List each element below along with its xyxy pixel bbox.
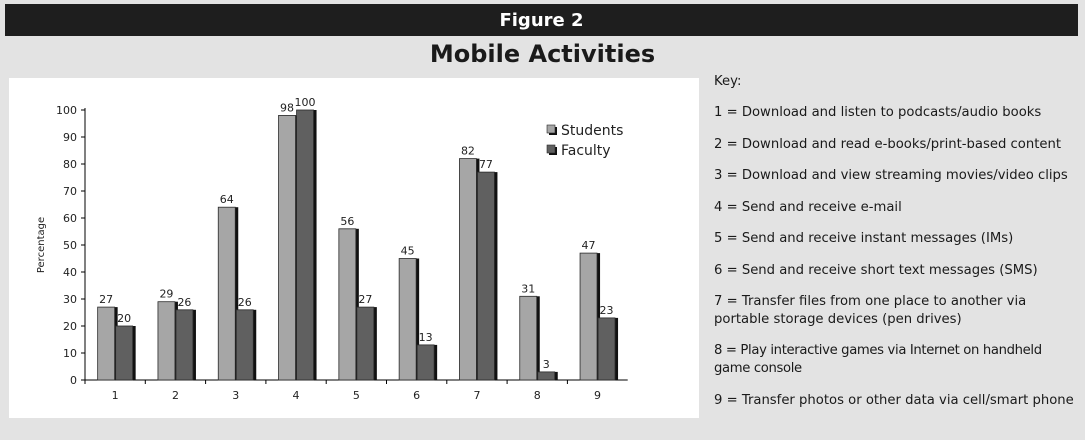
data-label: 47	[581, 239, 596, 253]
bar-students-2	[158, 302, 175, 380]
x-tick-label: 5	[352, 389, 360, 402]
y-tick-label: 30	[63, 293, 77, 306]
x-tick-label: 2	[171, 389, 179, 402]
key-item-8: 8 = Play interactive games via Internet on handheld game console	[714, 343, 1042, 376]
data-label: 20	[117, 312, 132, 325]
bar-faculty-9	[598, 318, 615, 380]
data-label: 45	[400, 244, 415, 258]
x-tick-label: 1	[111, 389, 119, 402]
data-label: 26	[177, 295, 192, 309]
y-tick-label: 0	[70, 374, 77, 387]
x-tick-label: 4	[292, 389, 300, 402]
y-tick-label: 70	[63, 185, 77, 198]
legend-label-students: Students	[561, 123, 624, 139]
bar-faculty-7	[477, 172, 494, 380]
legend-swatch-students	[547, 125, 555, 133]
data-label: 23	[599, 303, 614, 317]
key-item-6: 6 = Send and receive short text messages (SMS)	[714, 263, 1038, 278]
bar-students-1	[98, 307, 115, 380]
bar-students-9	[580, 253, 597, 380]
legend-label-faculty: Faculty	[561, 143, 611, 159]
chart-title: Mobile Activities	[429, 40, 656, 68]
key-item-2: 2 = Download and read e-books/print-based content	[714, 137, 1062, 152]
y-tick-label: 60	[63, 212, 77, 225]
data-label: 29	[159, 287, 174, 301]
x-tick-label: 7	[473, 389, 481, 402]
data-label: 27	[358, 293, 373, 307]
legend-swatch-faculty	[547, 145, 555, 153]
bar-students-3	[218, 207, 235, 380]
bar-students-6	[399, 259, 416, 381]
data-label: 56	[340, 214, 355, 228]
bar-faculty-5	[357, 307, 374, 380]
data-label: 98	[280, 101, 295, 115]
bar-students-7	[459, 159, 476, 380]
key-item-1: 1 = Download and listen to podcasts/audio books	[714, 105, 1042, 120]
data-label: 77	[478, 158, 493, 172]
x-tick-label: 9	[594, 389, 602, 402]
bar-faculty-6	[417, 345, 434, 380]
data-label: 31	[521, 282, 536, 296]
x-tick-label: 6	[413, 389, 421, 402]
data-label: 27	[99, 293, 114, 307]
key-item-7: 7 = Transfer files from one place to another via portable storage devices (pen drives)	[714, 294, 1027, 327]
y-tick-label: 20	[63, 320, 77, 333]
data-label: 100	[294, 96, 316, 109]
key-item-5: 5 = Send and receive instant messages (IMs)	[714, 231, 1014, 246]
bar-students-5	[339, 229, 356, 380]
figure-label: Figure 2	[499, 9, 584, 31]
bar-students-4	[279, 115, 296, 380]
bar-students-8	[520, 296, 537, 380]
key-item-3: 3 = Download and view streaming movies/video clips	[714, 168, 1068, 183]
data-label: 26	[237, 295, 252, 309]
key-title: Key:	[714, 74, 742, 89]
bar-faculty-2	[176, 310, 193, 380]
y-tick-label: 40	[63, 266, 77, 279]
x-tick-label: 3	[232, 389, 240, 402]
y-tick-label: 90	[63, 131, 77, 144]
bar-faculty-1	[116, 326, 133, 380]
x-tick-label: 8	[533, 389, 541, 402]
data-label: 82	[460, 144, 475, 158]
key-item-4: 4 = Send and receive e-mail	[714, 200, 902, 215]
y-tick-label: 50	[63, 239, 77, 252]
data-label: 13	[418, 330, 433, 344]
chart-panel	[9, 78, 699, 418]
key-item-9: 9 = Transfer photos or other data via cell/smart phone	[714, 393, 1074, 408]
y-axis-label: Percentage	[36, 216, 47, 274]
data-label: 64	[219, 193, 234, 207]
y-tick-label: 80	[63, 158, 77, 171]
y-tick-label: 10	[63, 347, 77, 360]
bar-faculty-3	[236, 310, 253, 380]
figure-label-bar	[5, 4, 1078, 36]
bar-chart	[9, 78, 699, 418]
bar-faculty-8	[538, 372, 555, 380]
data-label: 3	[542, 357, 550, 371]
bar-faculty-4	[297, 110, 314, 380]
y-tick-label: 100	[56, 104, 77, 117]
